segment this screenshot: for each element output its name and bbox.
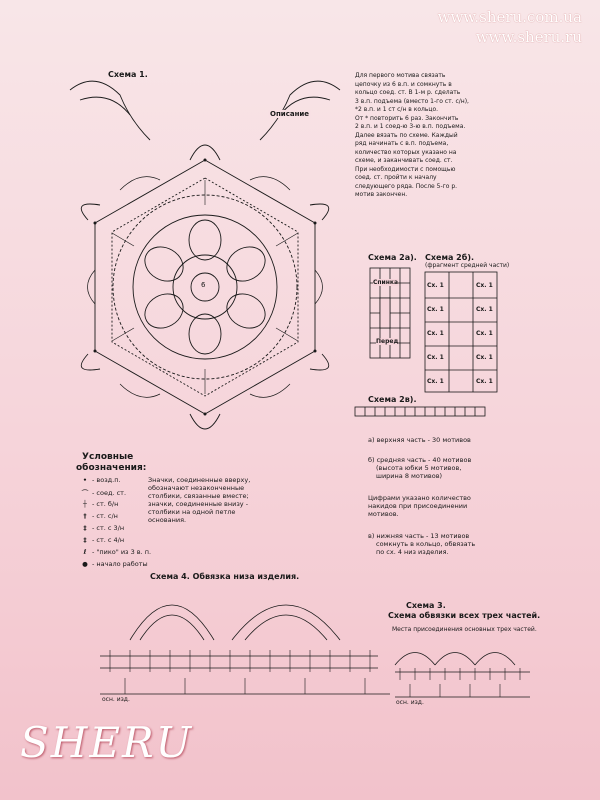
desc-line: следующего ряда. После 5-го р. [355, 182, 458, 190]
part-a: а) верхняя часть - 30 мотивов [368, 436, 471, 444]
scheme2b-cell: Сх. 1 [427, 306, 444, 313]
scheme2b-cell: Сх. 1 [476, 282, 493, 289]
scheme4-title: Схема 4. Обвязка низа изделия. [150, 572, 300, 581]
double-crochet-icon: † [83, 512, 87, 520]
desc-line: количество которых указано на [355, 148, 457, 156]
part-c-finish: по сх. 4 низ изделия. [376, 548, 449, 556]
desc-line: схеме, и заканчивать соед. ст. [355, 157, 453, 164]
desc-line: Далее вязать по схеме. Каждый [355, 131, 458, 139]
scheme3-subtitle: Схема обвязки всех трех частей. [388, 611, 541, 620]
legend-item: ℓ - "пико" из 3 в. п. [78, 548, 151, 560]
scheme2b-cell: Сх. 1 [427, 378, 444, 385]
scheme3-base-label: осн. изд. [396, 699, 424, 706]
scheme2b-cell: Сх. 1 [427, 282, 444, 289]
digits-note-1: Цифрами указано количество [368, 494, 471, 502]
scheme2b-cell: Сх. 1 [427, 354, 444, 361]
desc-line: ряд начинать с в.п. подъема, [355, 140, 449, 147]
scheme2a-title: Схема 2а). [368, 253, 417, 262]
scheme2a-back-label: Спинка [373, 279, 399, 286]
desc-line: *2 в.п. и 1 ст с/н в кольцо. [355, 106, 439, 113]
legend-item: ‡ - ст. с 3/н [78, 524, 151, 536]
part-c: в) нижняя часть - 13 мотивов [368, 532, 470, 540]
scheme2b-subtitle: (фрагмент средней части) [425, 262, 510, 269]
scheme4-base-label: осн. изд. [102, 696, 130, 703]
chain-stitch-icon: • [82, 476, 88, 484]
start-point-icon: ● [82, 560, 88, 568]
motif-description-label: Описание [270, 110, 310, 118]
single-crochet-icon: ┼ [83, 500, 87, 508]
scheme2b-cell: Сх. 1 [476, 306, 493, 313]
desc-line: соед. ст. пройти к началу [355, 174, 437, 181]
scheme2b-cell: Сх. 1 [476, 330, 493, 337]
scheme2b-cell: Сх. 1 [476, 354, 493, 361]
legend-item: ⌒ - соед. ст. [78, 488, 151, 500]
scheme2b-cell: Сх. 1 [476, 378, 493, 385]
legend-title-2: обозначения: [76, 463, 147, 473]
scheme1-title: Схема 1. [108, 70, 148, 79]
desc-line: При необходимости с помощью [355, 165, 456, 173]
legend-title-1: Условные [82, 452, 134, 462]
scheme2v-title: Схема 2в). [368, 395, 417, 404]
desc-line: Для первого мотива связать [355, 72, 446, 79]
digits-note-2: накидов при присоединении [368, 502, 468, 510]
motif-center-number: 6 [201, 281, 206, 289]
quadruple-crochet-icon: ‡ [83, 536, 87, 544]
desc-line: цепочку из 6 в.п. и сомкнуть в [355, 80, 452, 88]
desc-line: кольцо соед. ст. В 1-м р. сделать [355, 89, 461, 96]
scheme2b-cell: Сх. 1 [427, 330, 444, 337]
legend-item: • - возд.п. [78, 476, 151, 488]
part-b-width: ширина 8 мотивов) [376, 472, 443, 480]
digits-note-3: мотивов. [368, 510, 399, 518]
site-url-2: www.sheru.ru [475, 28, 582, 46]
desc-line: 2 в.п. и 1 соед-ю 3-ю в.п. подъема. [355, 123, 466, 130]
legend-item: ● - начало работы [78, 560, 151, 572]
scheme2a-front-label: Перед [376, 338, 399, 345]
legend-item: ┼ - ст. б/н [78, 500, 151, 512]
desc-line: От * повторить 6 раз. Закончить [355, 114, 459, 122]
triple-crochet-icon: ‡ [83, 524, 87, 532]
picot-icon: ℓ [83, 548, 87, 556]
legend-note: Значки, соединенные вверху, обозначают незаконченные столбики, связанные вместе; значки, соединенные внизу - столбики на одной петле основания. [148, 476, 251, 524]
legend-item: † - ст. с/н [78, 512, 151, 524]
site-url-1: www.sheru.com.ua [437, 8, 582, 26]
desc-line: мотив закончен. [355, 191, 408, 198]
part-c-join: сомкнуть в кольцо, обвязать [376, 540, 476, 548]
part-b: б) средняя часть - 40 мотивов [368, 456, 472, 464]
legend-item: ‡ - ст. с 4/н [78, 536, 151, 548]
part-b-height: (высота юбки 5 мотивов, [376, 464, 462, 472]
desc-line: 3 в.п. подъема (вместо 1-го ст. с/н), [355, 97, 469, 105]
slip-stitch-icon: ⌒ [81, 489, 89, 497]
scheme3-note: Места присоединения основных трех частей. [392, 626, 537, 633]
scheme3-title: Схема 3. [406, 601, 446, 610]
scheme2b-title: Схема 2б). [425, 253, 475, 262]
sheru-logo: SHERU [20, 718, 194, 767]
